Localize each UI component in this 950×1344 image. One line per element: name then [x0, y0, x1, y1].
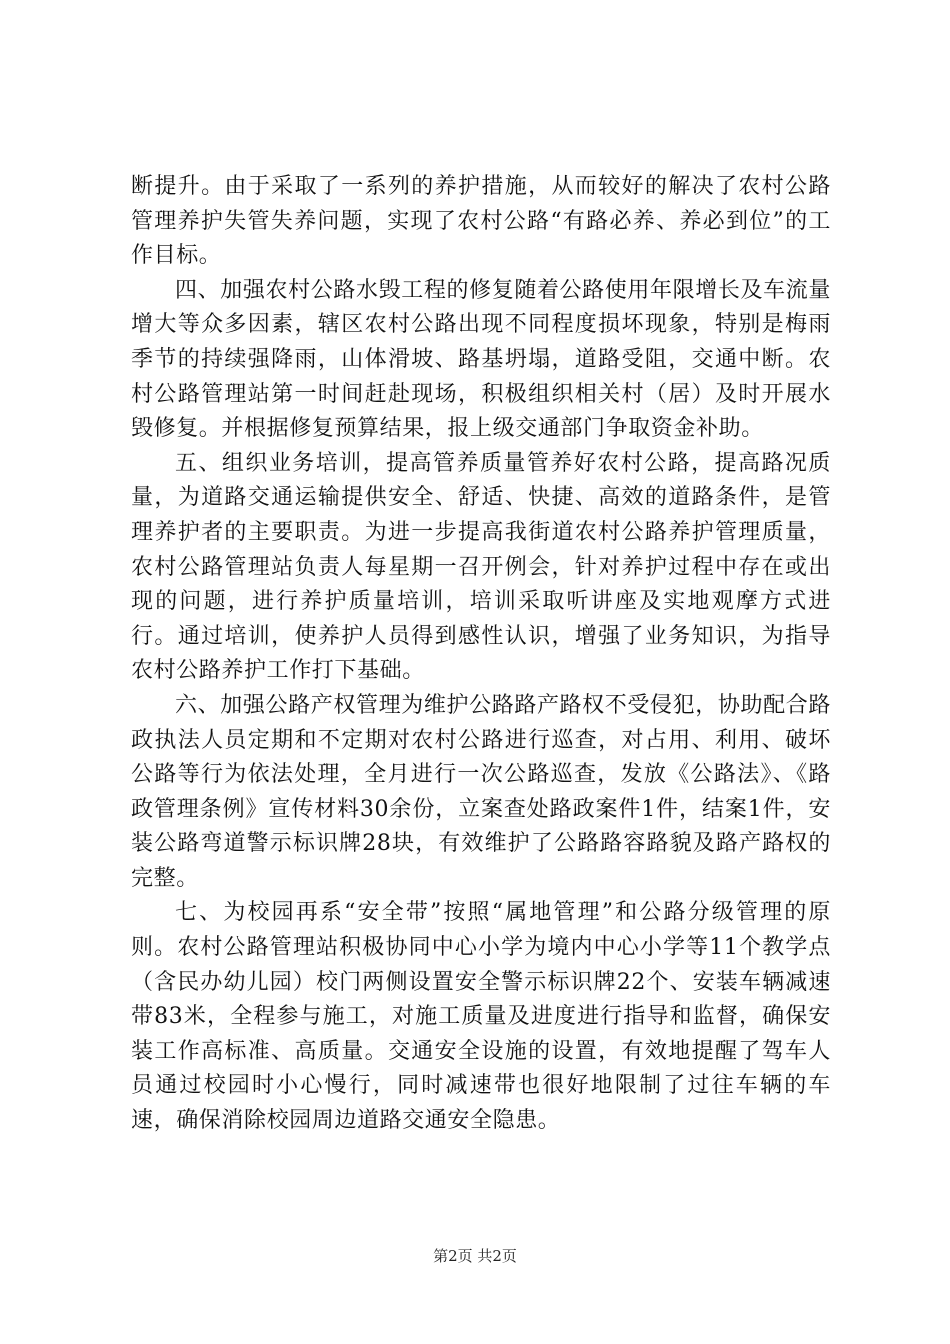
- paragraph-section-4: 四、加强农村公路水毁工程的修复随着公路使用年限增长及车流量增大等众多因素，辖区农村公路出现不同程度损坏现象，特别是梅雨季节的持续强降雨，山体滑坡、路基坍塌，道路受阻，交通中断。农村公路管理站第一时间赶赴现场，积极组织相关村（居）及时开展水毁修复。并根据修复预算结果，报上级交通部门争取资金补助。: [131, 277, 831, 442]
- paragraph-section-6: 六、加强公路产权管理为维护公路路产路权不受侵犯，协助配合路政执法人员定期和不定期对农村公路进行巡查，对占用、利用、破坏公路等行为依法处理，全月进行一次公路巡查，发放《公路法》、《路政管理条例》宣传材料30余份，立案查处路政案件1件，结案1件，安装公路弯道警示标识牌28块，有效维护了公路路容路貌及路产路权的完整。: [131, 692, 831, 891]
- paragraph-section-5: 五、组织业务培训，提高管养质量管养好农村公路，提高路况质量，为道路交通运输提供安全、舒适、快捷、高效的道路条件，是管理养护者的主要职责。为进一步提高我街道农村公路养护管理质量，农村公路管理站负责人每星期一召开例会，针对养护过程中存在或出现的问题，进行养护质量培训，培训采取听讲座及实地观摩方式进行。通过培训，使养护人员得到感性认识，增强了业务知识，为指导农村公路养护工作打下基础。: [131, 450, 831, 684]
- paragraph-section-7: 七、为校园再系“安全带”按照“属地管理”和公路分级管理的原则。农村公路管理站积极协同中心小学为境内中心小学等11个教学点（含民办幼儿园）校门两侧设置安全警示标识牌22个、安装车辆减速带83米，全程参与施工，对施工质量及进度进行指导和监督，确保安装工作高标准、高质量。交通安全设施的设置，有效地提醒了驾车人员通过校园时小心慢行，同时减速带也很好地限制了过往车辆的车速，确保消除校园周边道路交通安全隐患。: [131, 900, 831, 1134]
- document-body: [131, 170, 831, 1139]
- page-number-footer: 第2页 共2页: [433, 1247, 517, 1265]
- paragraph-continuation: 断提升。由于采取了一系列的养护措施，从而较好的解决了农村公路管理养护失管失养问题，实现了农村公路“有路必养、养必到位”的工作目标。: [131, 174, 831, 269]
